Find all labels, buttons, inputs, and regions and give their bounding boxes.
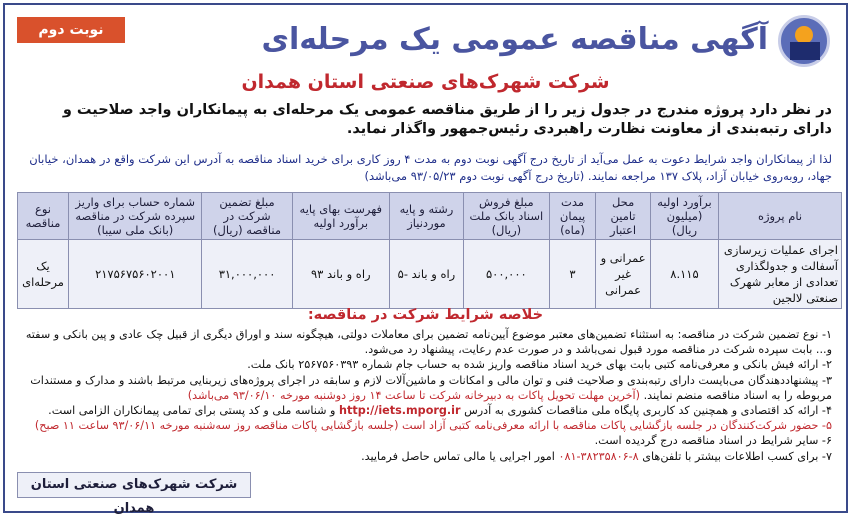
header-estimate: برآورد اولیه (میلیون ریال) xyxy=(650,193,718,240)
condition-3 xyxy=(17,373,832,403)
header-doc-price: مبلغ فروش اسناد بانک ملت (ریال) xyxy=(463,193,549,240)
cell-doc-price: ۵۰۰,۰۰۰ xyxy=(463,240,549,309)
condition-7 xyxy=(17,449,832,464)
cell-estimate: ۸.۱۱۵ xyxy=(650,240,718,309)
condition-5-session: (جلسه بازگشایی پاکات مناقصه روز سه‌شنبه مورخه ۹۳/۰۶/۱۱ ساعت ۱۱ صبح) xyxy=(34,419,399,433)
condition-2: ۲- ارائه فیش بانکی و معرفی‌نامه کتبی بابت بهای خرید اسناد مناقصه واریز شده به حساب جام شماره ۲۵۶۷۵۶۰۳۹۳ بانک ملت. xyxy=(247,358,832,372)
cell-type: یک مرحله‌ای xyxy=(18,240,69,309)
advertisement-frame xyxy=(3,3,848,516)
condition-4 xyxy=(17,403,832,418)
tender-portal-link[interactable]: http://iets.mporg.ir xyxy=(339,404,461,418)
condition-4-text-a: ۴- ارائه کد اقتصادی و همچنین کد کاربری پایگاه ملی مناقصات کشوری به آدرس xyxy=(464,404,832,418)
header-funding: محل تامین اعتبار xyxy=(596,193,651,240)
header-account: شماره حساب برای واریز سپرده شرکت در مناقصه (بانک ملی سیبا) xyxy=(68,193,202,240)
condition-3-deadline: (آخرین مهلت تحویل پاکات به دبیرخانه شرکت تا ساعت ۱۴ روز دوشنبه مورخه ۹۳/۰۶/۱۰ می‌باشد) xyxy=(187,388,641,402)
table-row xyxy=(18,240,842,309)
cell-project-name: اجرای عملیات زیرسازی آسفالت و جدولگذاری تعدادی از معابر شهرک صنعتی لالجین xyxy=(719,240,842,309)
condition-4-text-b: و شناسه ملی و کد پستی برای تمامی پیمانکاران الزامی است. xyxy=(48,404,336,418)
issue-badge: نوبت دوم xyxy=(17,17,125,43)
cell-funding: عمرانی و غیر عمرانی xyxy=(596,240,651,309)
company-name: شرکت شهرک‌های صنعتی استان همدان xyxy=(241,71,610,93)
project-table xyxy=(17,192,842,309)
invitation-note: لذا از پیمانکاران واجد شرایط دعوت به عمل می‌آید از تاریخ درج آگهی نوبت دوم به مدت ۴ روز کاری برای خرید اسناد مناقصه به آدرس این شرکت واقع در همدان، خیابان جهاد، روبه‌روی خیابان آزاد، پلاک ۱۳۷ مراجعه نمایند. (تاریخ درج آگهی نوبت دوم ۹۳/۰۵/۲۳ می‌باشد) xyxy=(29,152,832,183)
condition-7-text-a: ۷- برای کسب اطلاعات بیشتر با تلفن‌های xyxy=(642,449,832,463)
header-guarantee: مبلغ تضمین شرکت در مناقصه (ریال) xyxy=(202,193,292,240)
table-header-row xyxy=(18,193,842,240)
condition-6: ۶- سایر شرایط در اسناد مناقصه درج گردیده است. xyxy=(594,434,832,448)
logo-building xyxy=(790,42,820,60)
cell-price-list: راه و باند ۹۳ xyxy=(292,240,389,309)
condition-1: ۱- نوع تضمین شرکت در مناقصه: به استثناء تضمین‌های معتبر موضوع آیین‌نامه تضمین برای معاملات دولتی، هیچگونه سند و اوراق دیگری از قبیل چک عادی و پین بانکی و سفته و... بابت سپرده شرکت در مناقصه مورد قبول نمی‌باشد و در صورت عدم رعایت، پیشنهاد رد می‌شود. xyxy=(25,328,832,357)
header-type: نوع مناقصه xyxy=(18,193,69,240)
conditions-list xyxy=(17,327,832,464)
cell-duration: ۳ xyxy=(549,240,596,309)
contact-phone: ۸-۳۸۲۳۵۸۰۶-۰۸۱ xyxy=(558,449,639,463)
header-price-list: فهرست بهای پایه برآورد اولیه xyxy=(292,193,389,240)
intro-text: در نظر دارد پروژه مندرج در جدول زیر را از طریق مناقصه عمومی یک مرحله‌ای به پیمانکاران واجد صلاحیت و دارای رتبه‌بندی از معاونت نظارت راهبردی رئیس‌جمهور واگذار نماید. xyxy=(62,102,832,137)
condition-5-text: ۵- حضور شرکت‌کنندگان در جلسه بازگشایی پاکات مناقصه با ارائه معرفی‌نامه کتبی آزاد است xyxy=(402,419,832,433)
condition-5 xyxy=(17,418,832,433)
header-duration: مدت پیمان (ماه) xyxy=(549,193,596,240)
header-project-name: نام پروژه xyxy=(719,193,842,240)
condition-3-text: ۳- پیشنهاددهندگان می‌بایست دارای رتبه‌بندی و صلاحیت فنی و توان مالی و امکانات و ماشین‌آلات لازم و سابقه در اجرای پروژه‌های زیربنایی مرتبط باشند و مدارک و مستندات مربوطه را به اسناد مناقصه منضم نمایند. xyxy=(30,373,832,402)
cell-field-grade: راه و باند -۵ xyxy=(389,240,463,309)
header-field-grade: رشته و پایه موردنیاز xyxy=(389,193,463,240)
page-title: آگهی مناقصه عمومی یک مرحله‌ای xyxy=(261,22,768,57)
cell-account: ۲۱۷۵۶۷۵۶۰۲۰۰۱ xyxy=(68,240,202,309)
footer-company-name: شرکت شهرک‌های صنعتی استان همدان xyxy=(17,472,251,498)
industrial-town-logo-icon xyxy=(778,15,830,67)
condition-7-text-b: امور اجرایی یا مالی تماس حاصل فرمایید. xyxy=(361,449,555,463)
conditions-title: خلاصه شرایط شرکت در مناقصه: xyxy=(307,307,544,323)
cell-guarantee: ۳۱,۰۰۰,۰۰۰ xyxy=(202,240,292,309)
